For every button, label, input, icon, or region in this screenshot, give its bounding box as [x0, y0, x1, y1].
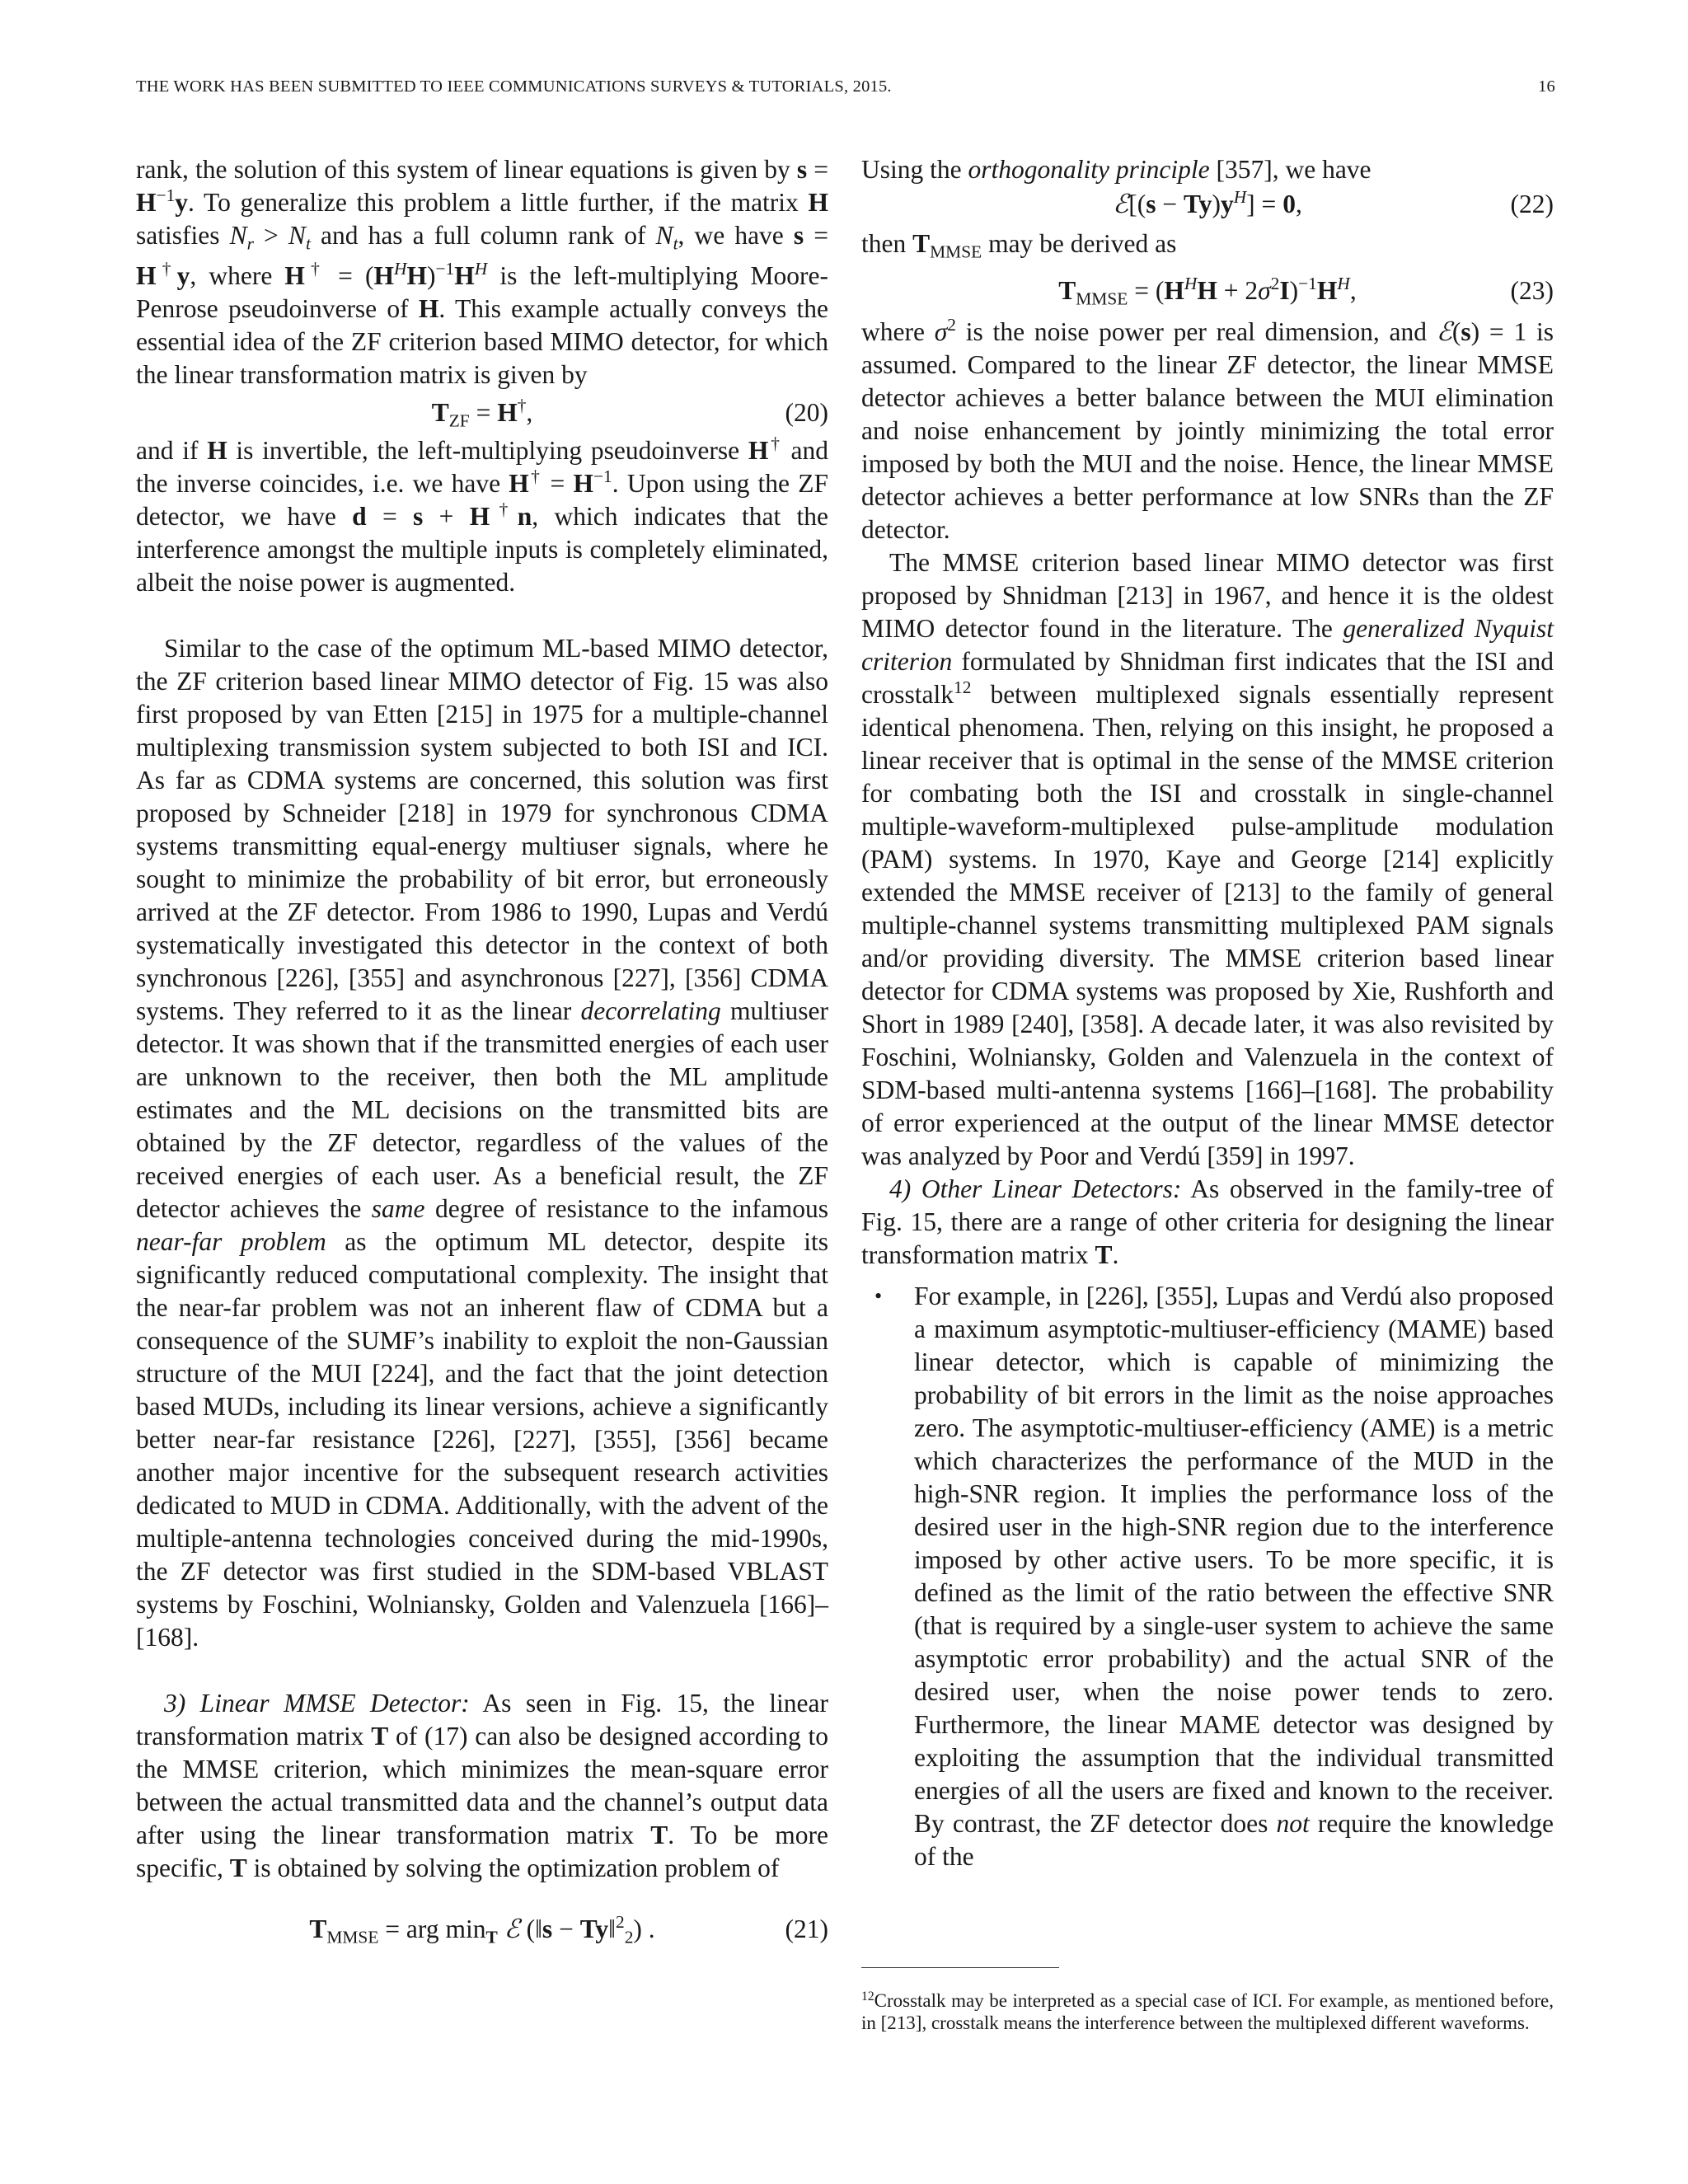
footnote-mark: 12 [861, 1990, 874, 2004]
list-item: • For example, in [226], [355], Lupas and Verdú also proposed a maximum asymptotic-multiuser-efficiency (MAME) based linear detector, which is capable of minimizing the probability of bit errors in the limit as the noise approaches zero. The asymptotic-multiuser-efficiency (AME) is a metric which characterizes the performance of the MUD in the high-SNR region. It implies the performance loss of the desired user in the high-SNR region due to the interference imposed by other active users. To be more specific, it is defined as the limit of the ratio between the effective SNR (that is required by a single-user system to achieve the same asymptotic error probability) and the actual SNR of the desired user, when the noise power tends to zero. Furthermore, the linear MAME detector was designed by exploiting the assumption that the individual transmitted energies of all the users are fixed and known to the receiver. By contrast, the ZF detector does not require the knowledge of the [874, 1282, 1554, 1872]
section-heading: 4) Other Linear Detectors: [889, 1174, 1182, 1204]
page-number: 16 [1538, 77, 1555, 96]
equation-number: (21) [785, 1915, 828, 1944]
equation-20 [136, 391, 828, 434]
equation-22 [861, 186, 1554, 227]
equation-21 [136, 1901, 828, 1951]
equation-20-math: $T_{ZF} = H^\dagger$, [431, 396, 533, 431]
equation-23 [861, 268, 1554, 316]
paragraph-zf-invertible: and if H is invertible, the left-multiplying pseudoinverse H† and the inverse coincides, i.e. we have $H^\dagger = H^{-1}$. Upon using the ZF detector, we have d = s + H†n, which indicates that the interference amongst the multiple inputs is completely eliminated, albeit the noise power is augmented. [136, 434, 829, 598]
paragraph-zf-history: Similar to the case of the optimum ML-based MIMO detector, the ZF criterion based linear MIMO detector of Fig. 15 was also first proposed by van Etten [215] in 1975 for a multiple-channel multiplexing transmission system subjected to both ISI and ICI. As far as CDMA systems are concerned, this solution was first proposed by Schneider [218] in 1979 for synchronous CDMA systems transmitting equal-energy multiuser signals, where he sought to minimize the probability of bit error, but erroneously arrived at the ZF detector. From 1986 to 1990, Lupas and Verdú systematically investigated this detector in the context of both synchronous [226], [355] and asynchronous [227], [356] CDMA systems. They referred to it as the linear decorrelating multiuser detector. It was shown that if the transmitted energies of each user are unknown to the receiver, then both the ML amplitude estimates and the ML decisions on the transmitted bits are obtained by the ZF detector, regardless of the values of the received energies of each user. As a beneficial result, the ZF detector achieves the same degree of resistance to the infamous near-far problem as the optimum ML detector, despite its significantly reduced computational complexity. The insight that the near-far problem was not an inherent flaw of CDMA but a consequence of the SUMF’s inability to exploit the non-Gaussian structure of the MUI [224], and the fact that the joint detection based MUDs, including its linear versions, achieve a significantly better near-far resistance [226], [227], [355], [356] became another major incentive for the subsequent research activities dedicated to MUD in CDMA. Additionally, with the advent of the multiple-antenna technologies conceived during the mid-1990s, the ZF detector was first studied in the SDM-based VBLAST systems by Foschini, Wolniansky, Golden and Valenzuela [166]–[168]. [136, 634, 828, 1652]
inline-math: $s = H^{-1}y$ [136, 155, 829, 217]
paragraph-other-linear: 4) Other Linear Detectors: As observed in the family-tree of Fig. 15, there are a range of other criteria for designing the linear transformation matrix T. [861, 1174, 1554, 1270]
footnote [861, 1990, 1554, 2034]
paragraph-mmse-balance: where $\sigma^2$ is the noise power per real dimension, and ℰ(s) = 1 is assumed. Compared to the linear ZF detector, the linear MMSE detector achieves a better balance between the MUI elimination and noise enhancement by jointly minimizing the total error imposed by both the MUI and the noise. Hence, the linear MMSE detector achieves a better performance at low SNRs than the ZF detector. [861, 315, 1554, 545]
equation-number: (22) [1510, 190, 1554, 218]
equation-21-math: $T_{MMSE}$ = arg $\min_T$ ℰ (‖s − Ty‖$^2_2$) . [309, 1912, 655, 1947]
bullet-list [861, 1280, 1554, 1873]
equation-number: (23) [1510, 276, 1554, 306]
paragraph-tmmse: then $T_{MMSE}$ may be derived as [861, 229, 1177, 262]
footnote-text: Crosstalk may be interpreted as a special case of ICI. For example, as mentioned before, in [213], crosstalk means the interference between the multiplexed different waveforms. [861, 1990, 1554, 2033]
running-header [136, 77, 1555, 105]
footnote-marker: 12 [953, 677, 972, 698]
paragraph-orthogonality: Using the orthogonality principle [357], we have [861, 155, 1372, 184]
right-column [861, 153, 1554, 1873]
bullet-icon: • [874, 1284, 883, 1309]
equation-number: (20) [785, 398, 828, 428]
paragraph-linear-mmse: 3) Linear MMSE Detector: As seen in Fig. 15, the linear transformation matrix T of (17) can also be designed according to the MMSE criterion, which minimizes the mean-square error between the actual transmitted data and the channel’s output data after using the linear transformation matrix T. To be more specific, T is obtained by solving the optimization problem of [136, 1689, 828, 1883]
footnote-rule [861, 1967, 1059, 1968]
paragraph-zf-solution: rank, the solution of this system of linear equations is given by $s = H^{-1}y$. To generalize this problem a little further, if the matrix H satisfies $N_r > N_t$ and has a full column rank of $N_t$, we have s = H†y, where $H^\dagger = (H^HH)^{-1}H^H$ is the left-multiplying Moore-Penrose pseudoinverse of H. This example actually conveys the essential idea of the ZF criterion based MIMO detector, for which the linear transformation matrix is given by [136, 155, 829, 390]
running-head-text: THE WORK HAS BEEN SUBMITTED TO IEEE COMMUNICATIONS SURVEYS & TUTORIALS, 2015. [136, 77, 892, 96]
left-column [136, 153, 828, 1951]
equation-22-math: ℰ[(s − $Ty)y^H] = 0$, [1113, 187, 1302, 218]
paragraph-mmse-history: The MMSE criterion based linear MIMO detector was first proposed by Shnidman [213] in 1967, and hence it is the oldest MIMO detector found in the literature. The generalized Nyquist criterion formulated by Shnidman first indicates that the ISI and crosstalk$^{12}$ between multiplexed signals essentially represent identical phenomena. Then, relying on this insight, he proposed a linear receiver that is optimal in the sense of the MMSE criterion for combating both the ISI and crosstalk in single-channel multiple-waveform-multiplexed pulse-amplitude modulation (PAM) systems. In 1970, Kaye and George [214] explicitly extended the MMSE receiver of [213] to the family of general multiple-channel systems transmitting multiplexed PAM signals and/or providing diversity. The MMSE criterion based linear detector for CDMA systems was proposed by Xie, Rushforth and Short in 1989 [240], [358]. A decade later, it was also revisited by Foschini, Wolniansky, Golden and Valenzuela in the context of SDM-based multi-antenna systems [166]–[168]. The probability of error experienced at the output of the linear MMSE detector was analyzed by Poor and Verdú [359] in 1997. [861, 548, 1554, 1171]
section-heading: 3) Linear MMSE Detector: [164, 1689, 470, 1718]
equation-23-math: $T_{MMSE} = (H^HH + 2\sigma^2I)^{-1}H^H$, [1058, 274, 1357, 309]
